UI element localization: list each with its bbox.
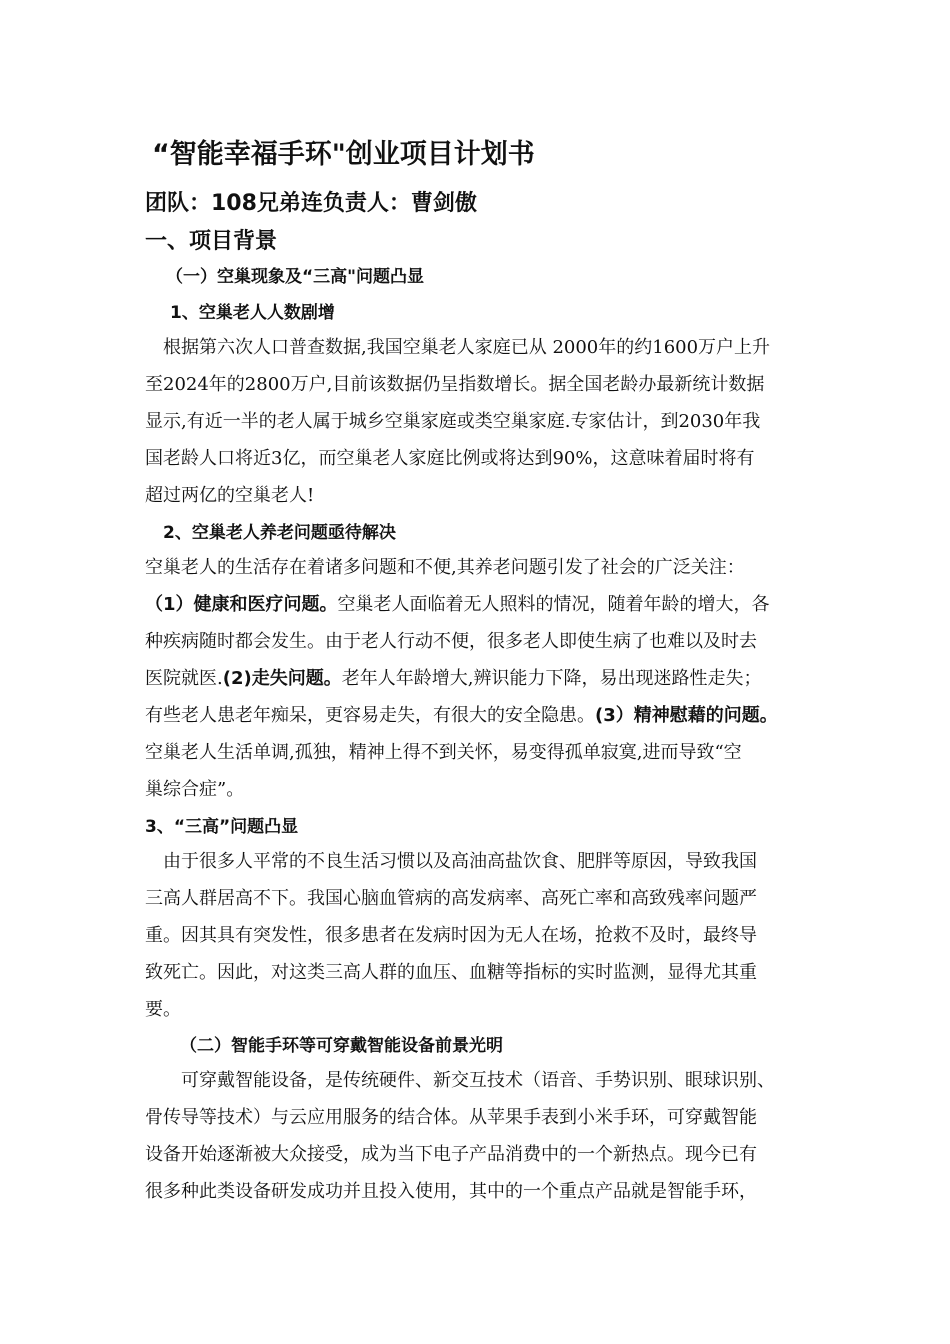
paragraph-line: 设备开始逐渐被大众接受，成为当下电子产品消费中的一个新热点。现今已有 — [145, 1144, 757, 1165]
text-run: 老年人年龄增大,辨识能力下降，易出现迷路性走失； — [341, 668, 762, 689]
text-run: 医院就医. — [145, 668, 223, 689]
paragraph-line: 致死亡。因此，对这类三高人群的血压、血糖等指标的实时监测，显得尤其重 — [145, 962, 757, 983]
text-run: 空巢老人面临着无人照料的情况，随着年龄的增大，各 — [337, 594, 770, 615]
paragraph-line: 至2024年的2800万户,目前该数据仍呈指数增长。据全国老龄办最新统计数据 — [145, 374, 765, 395]
paragraph-line: 国老龄人口将近3亿，而空巢老人家庭比例或将达到90%，这意味着届时将有 — [145, 448, 755, 469]
paragraph-line: 种疾病随时都会发生。由于老人行动不便，很多老人即使生病了也难以及时去 — [145, 631, 757, 652]
item-heading: 2、空巢老人养老问题亟待解决 — [163, 523, 396, 543]
subsection-heading: （二）智能手环等可穿戴智能设备前景光明 — [180, 1036, 503, 1056]
document-title: “智能幸福手环"创业项目计划书 — [152, 139, 535, 170]
paragraph-line: 显示,有近一半的老人属于城乡空巢家庭或类空巢家庭.专家估计，到2030年我 — [145, 411, 761, 432]
paragraph-line: 要。 — [145, 999, 181, 1020]
paragraph-line: 巢综合症”。 — [145, 779, 245, 800]
paragraph-line: 超过两亿的空巢老人! — [145, 485, 315, 506]
paragraph-line: 空巢老人的生活存在着诸多问题和不便,其养老问题引发了社会的广泛关注： — [145, 557, 745, 578]
paragraph-line: 重。因其具有突发性，很多患者在发病时因为无人在场，抢救不及时，最终导 — [145, 925, 757, 946]
paragraph-line: 很多种此类设备研发成功并且投入使用，其中的一个重点产品就是智能手环， — [145, 1181, 757, 1202]
text-run: 有些老人患老年痴呆，更容易走失，有很大的安全隐患。 — [145, 705, 595, 726]
item-heading: 3、“三高”问题凸显 — [145, 817, 299, 837]
paragraph-line — [145, 664, 761, 690]
team-line: 团队：108兄弟连负责人：曹剑傲 — [145, 191, 477, 216]
paragraph-line: 由于很多人平常的不良生活习惯以及高油高盐饮食、肥胖等原因，导致我国 — [163, 851, 757, 872]
paragraph-line: 空巢老人生活单调,孤独，精神上得不到关怀，易变得孤单寂寞,进而导致“空 — [145, 742, 742, 763]
paragraph-line: 根据第六次人口普查数据,我国空巢老人家庭已从 2000年的约1600万户上升 — [163, 337, 771, 358]
item-heading: 1、空巢老人人数剧增 — [170, 303, 335, 323]
bold-phrase: (2)走失问题。 — [222, 668, 342, 689]
paragraph-line: 三高人群居高不下。我国心脑血管病的高发病率、高死亡率和高致残率问题严 — [145, 888, 757, 909]
bold-phrase: （1）健康和医疗问题。 — [145, 594, 338, 615]
bold-phrase: (3）精神慰藉的问题。 — [595, 705, 778, 726]
subsection-heading: （一）空巢现象及“三高"问题凸显 — [166, 267, 425, 287]
paragraph-line: 骨传导等技术）与云应用服务的结合体。从苹果手表到小米手环，可穿戴智能 — [145, 1107, 757, 1128]
paragraph-line — [145, 701, 778, 727]
paragraph-line — [145, 590, 770, 616]
paragraph-line: 可穿戴智能设备，是传统硬件、新交互技术（语音、手势识别、眼球识别、 — [181, 1070, 775, 1091]
section-heading: 一、项目背景 — [145, 229, 278, 254]
